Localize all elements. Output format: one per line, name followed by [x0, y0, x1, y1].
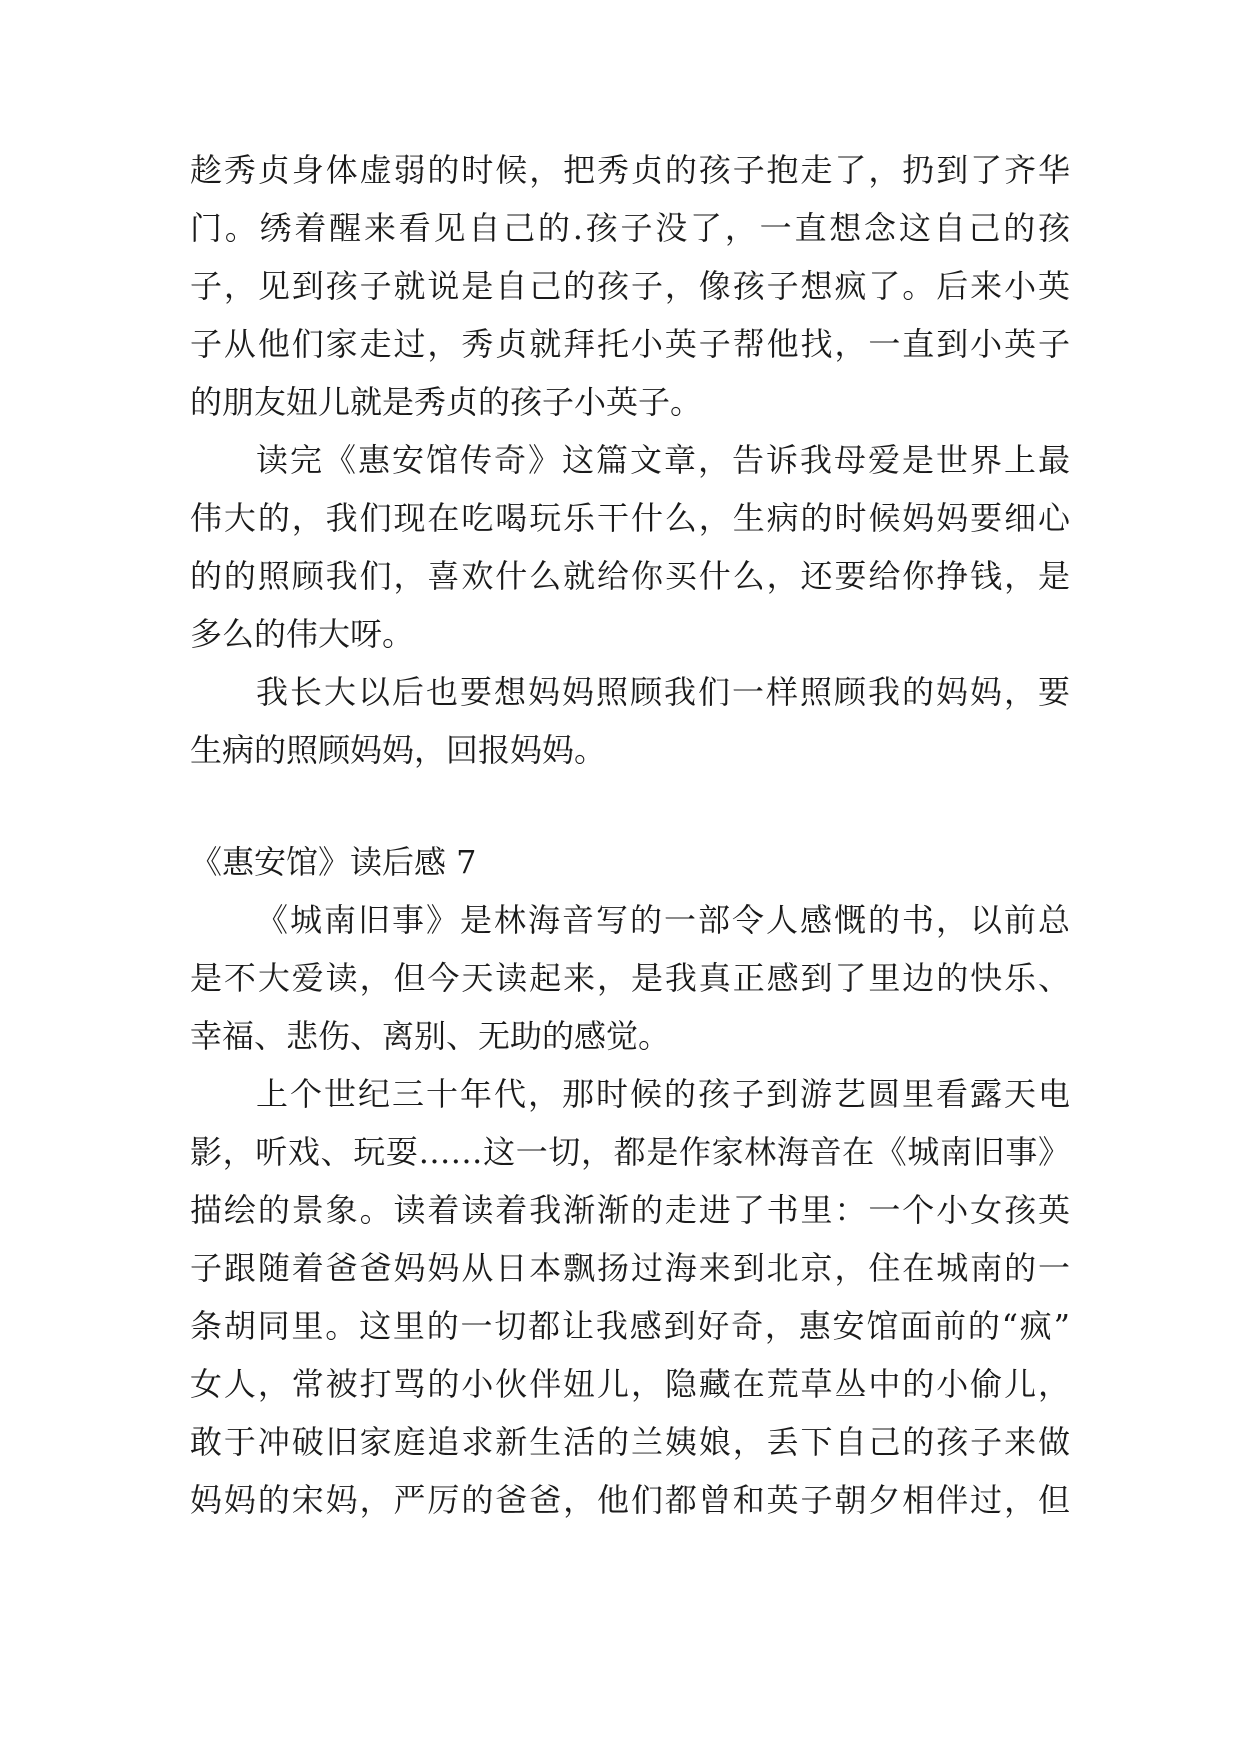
paragraph-line: 生病的照顾妈妈，回报妈妈。 [190, 731, 607, 769]
paragraph-line: 的朋友妞儿就是秀贞的孩子小英子。 [190, 383, 703, 421]
paragraph-line: 趁秀贞身体虚弱的时候，把秀贞的孩子抱走了，扔到了齐华 [190, 151, 1070, 189]
paragraph-line: 子跟随着爸爸妈妈从日本飘扬过海来到北京，住在城南的一 [190, 1249, 1070, 1287]
paragraph-line: 条胡同里。这里的一切都让我感到好奇，惠安馆面前的“疯” [190, 1307, 1070, 1345]
paragraph-line: 伟大的，我们现在吃喝玩乐干什么，生病的时候妈妈要细心 [190, 499, 1070, 537]
paragraph-line: 多么的伟大呀。 [190, 615, 415, 653]
paragraph-line: 影，听戏、玩耍……这一切，都是作家林海音在《城南旧事》 [190, 1133, 1070, 1171]
section-title: 《惠安馆》读后感 7 [190, 843, 477, 881]
paragraph-line: 子，见到孩子就说是自己的孩子，像孩子想疯了。后来小英 [190, 267, 1070, 305]
paragraph-line: 我长大以后也要想妈妈照顾我们一样照顾我的妈妈，要 [256, 673, 1070, 711]
paragraph-line: 《城南旧事》是林海音写的一部令人感慨的书，以前总 [256, 901, 1070, 939]
paragraph-line: 幸福、悲伤、离别、无助的感觉。 [190, 1017, 671, 1055]
paragraph-line: 女人，常被打骂的小伙伴妞儿，隐藏在荒草丛中的小偷儿， [190, 1365, 1070, 1403]
paragraph-line: 是不大爱读，但今天读起来，是我真正感到了里边的快乐、 [190, 959, 1070, 997]
paragraph-line: 敢于冲破旧家庭追求新生活的兰姨娘，丢下自己的孩子来做 [190, 1423, 1070, 1461]
paragraph-line: 读完《惠安馆传奇》这篇文章，告诉我母爱是世界上最 [256, 441, 1070, 479]
paragraph-line: 妈妈的宋妈，严厉的爸爸，他们都曾和英子朝夕相伴过，但 [190, 1481, 1070, 1519]
paragraph-line: 描绘的景象。读着读着我渐渐的走进了书里：一个小女孩英 [190, 1191, 1070, 1229]
paragraph-line: 子从他们家走过，秀贞就拜托小英子帮他找，一直到小英子 [190, 325, 1070, 363]
paragraph-line: 的的照顾我们，喜欢什么就给你买什么，还要给你挣钱，是 [190, 557, 1070, 595]
paragraph-line: 上个世纪三十年代，那时候的孩子到游艺圆里看露天电 [256, 1075, 1070, 1113]
paragraph-line: 门。绣着醒来看见自己的.孩子没了，一直想念这自己的孩 [190, 209, 1070, 247]
